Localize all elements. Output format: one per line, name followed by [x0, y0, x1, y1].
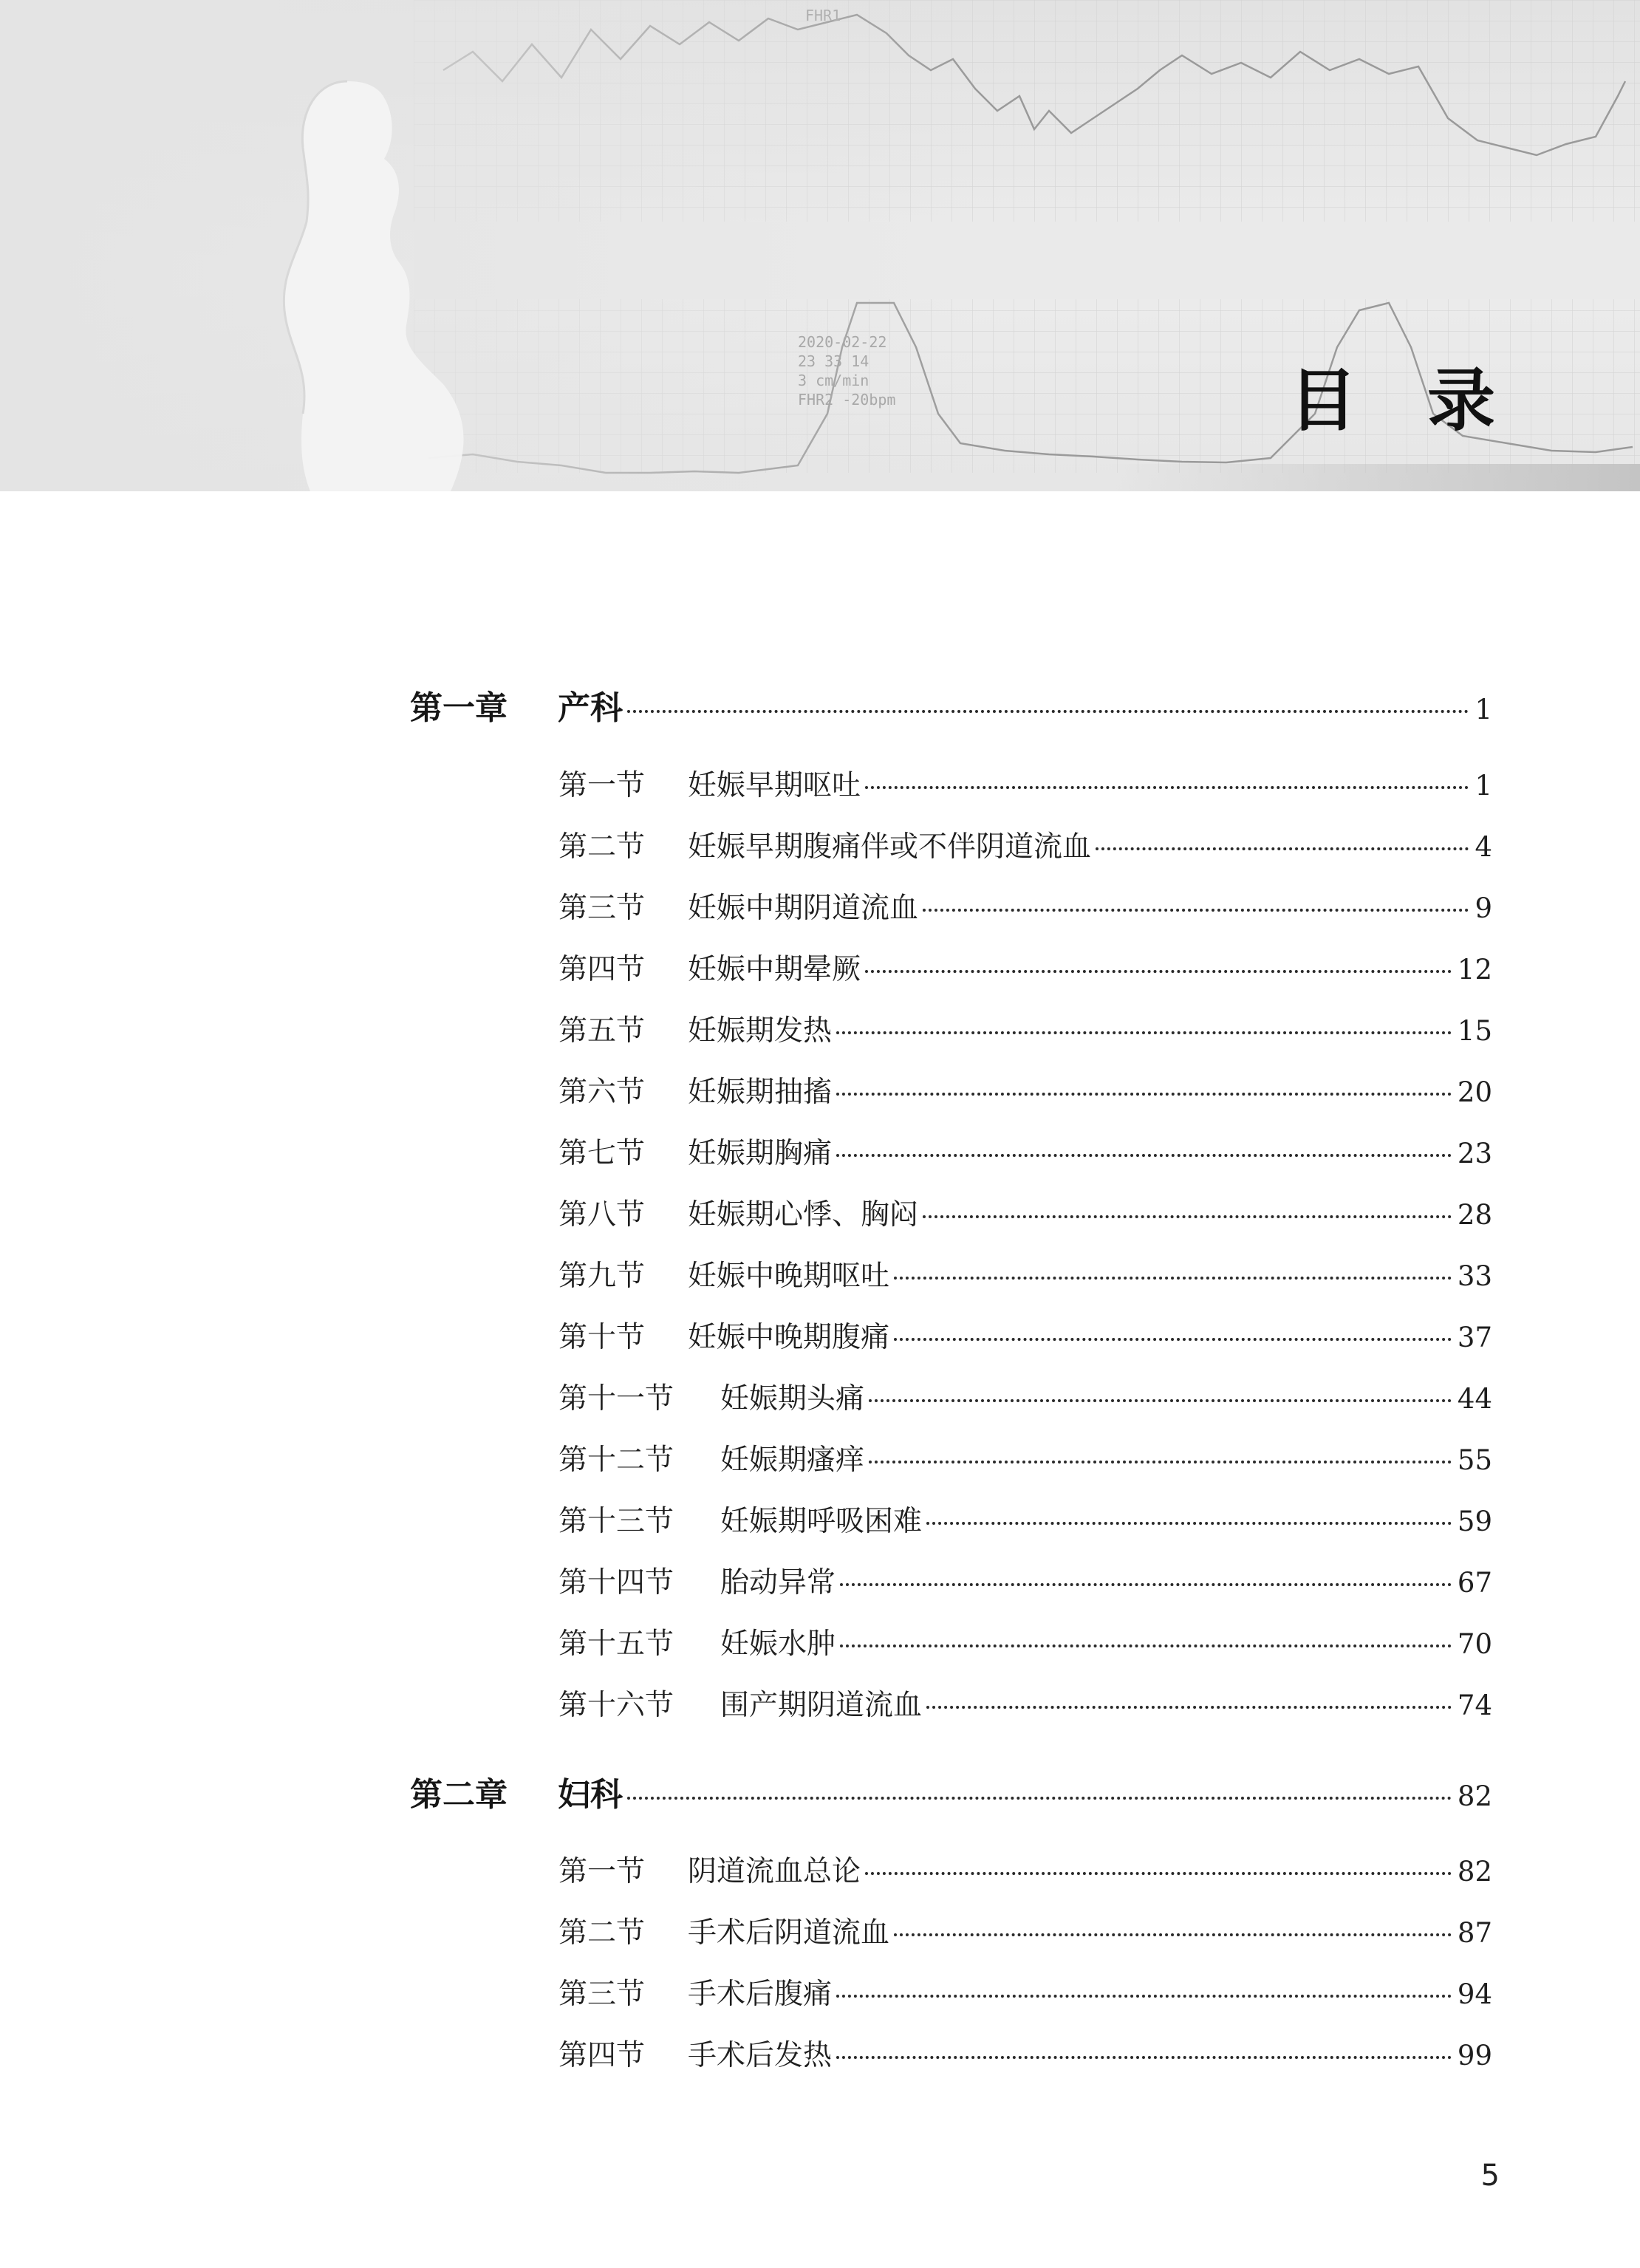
leader-dots: [865, 786, 1469, 789]
leader-dots: [627, 710, 1469, 713]
toc-section[interactable]: [558, 946, 1492, 988]
section-label: 第四节: [558, 2039, 646, 2072]
leader-dots: [840, 1644, 1452, 1647]
section-page: 87: [1457, 1917, 1492, 1949]
toc-section[interactable]: [558, 762, 1492, 804]
section-title: 妊娠期发热: [688, 1014, 833, 1048]
leader-dots: [869, 1461, 1452, 1463]
section-page: 9: [1475, 892, 1492, 924]
section-label: 第四节: [558, 953, 646, 986]
section-page: 1: [1475, 770, 1492, 802]
section-label: 第十五节: [558, 1627, 674, 1661]
section-title: 胎动异常: [720, 1566, 836, 1599]
section-label: 第六节: [558, 1076, 646, 1109]
monitor-label-fhr2: FHR2 -20bpm: [798, 391, 896, 409]
section-page: 28: [1457, 1199, 1492, 1231]
section-page: 74: [1457, 1690, 1492, 1721]
section-title: 围产期阴道流血: [720, 1689, 923, 1722]
section-title: 妊娠水肿: [720, 1627, 836, 1661]
toc-section[interactable]: [558, 1008, 1492, 1049]
section-title: 妊娠期呼吸困难: [720, 1505, 923, 1538]
section-page: 4: [1475, 831, 1492, 863]
section-title: 妊娠中期晕厥: [688, 953, 861, 986]
section-label: 第二节: [558, 830, 646, 864]
leader-dots: [894, 1338, 1452, 1341]
section-page: 99: [1457, 2040, 1492, 2071]
section-label: 第十三节: [558, 1505, 674, 1538]
chapter-label: 第一章: [410, 689, 508, 727]
chapter-label: 第二章: [410, 1776, 508, 1814]
toc-chapter-2[interactable]: [410, 1768, 1492, 1815]
toc-section[interactable]: [558, 1560, 1492, 1601]
toc-section[interactable]: [558, 1130, 1492, 1172]
section-title: 妊娠早期呕吐: [688, 769, 861, 802]
leader-dots: [869, 1399, 1452, 1402]
banner-shade: [1108, 464, 1640, 491]
section-label: 第九节: [558, 1260, 646, 1293]
section-page: 23: [1457, 1138, 1492, 1169]
chapter-title: 产科: [558, 689, 623, 727]
leader-dots: [836, 1093, 1452, 1096]
leader-dots: [836, 1031, 1452, 1034]
section-label: 第二节: [558, 1916, 646, 1950]
leader-dots: [865, 1872, 1452, 1875]
section-page: 37: [1457, 1322, 1492, 1353]
section-title: 妊娠期胸痛: [688, 1137, 833, 1170]
toc-section[interactable]: [558, 1069, 1492, 1110]
section-page: 82: [1457, 1856, 1492, 1888]
section-label: 第八节: [558, 1198, 646, 1232]
toc-section[interactable]: [558, 1437, 1492, 1478]
section-title: 妊娠期抽搐: [688, 1076, 833, 1109]
leader-dots: [836, 2056, 1452, 2059]
leader-dots: [627, 1797, 1452, 1800]
toc-section[interactable]: [558, 885, 1492, 926]
leader-dots: [836, 1154, 1452, 1157]
title-char-2: 录: [1427, 361, 1496, 440]
section-page: 94: [1457, 1978, 1492, 2010]
section-title: 妊娠期头痛: [720, 1382, 865, 1415]
monitor-label-fhr1: FHR1: [805, 7, 841, 24]
section-title: 阴道流血总论: [688, 1855, 861, 1888]
toc-section[interactable]: [558, 1971, 1492, 2012]
section-label: 第十四节: [558, 1566, 674, 1599]
section-label: 第一节: [558, 769, 646, 802]
monitor-label-time: 23 33 14: [798, 352, 869, 370]
section-page: 67: [1457, 1567, 1492, 1599]
header-banner: [0, 0, 1640, 491]
section-title: 手术后发热: [688, 2039, 833, 2072]
title-char-1: 目: [1289, 361, 1358, 440]
toc-section[interactable]: [558, 1621, 1492, 1662]
toc-section[interactable]: [558, 1376, 1492, 1417]
section-label: 第十节: [558, 1321, 646, 1354]
section-title: 手术后腹痛: [688, 1978, 833, 2011]
section-page: 15: [1457, 1015, 1492, 1047]
chapter-title: 妇科: [558, 1776, 623, 1814]
section-label: 第十一节: [558, 1382, 674, 1415]
section-label: 第三节: [558, 1978, 646, 2011]
section-label: 第三节: [558, 892, 646, 925]
leader-dots: [923, 909, 1469, 912]
toc-section[interactable]: [558, 824, 1492, 865]
section-title: 妊娠中晚期腹痛: [688, 1321, 890, 1354]
section-label: 第五节: [558, 1014, 646, 1048]
toc-section[interactable]: [558, 1848, 1492, 1890]
section-page: 20: [1457, 1076, 1492, 1108]
section-page: 33: [1457, 1260, 1492, 1292]
leader-dots: [840, 1583, 1452, 1586]
section-page: 12: [1457, 954, 1492, 986]
leader-dots: [1096, 847, 1469, 850]
page-number: 5: [1480, 2159, 1500, 2193]
leader-dots: [894, 1277, 1452, 1280]
toc-section[interactable]: [558, 2032, 1492, 2074]
leader-dots: [926, 1706, 1452, 1709]
section-title: 手术后阴道流血: [688, 1916, 890, 1950]
toc-section[interactable]: [558, 1314, 1492, 1356]
chapter-page: 82: [1457, 1780, 1492, 1812]
section-page: 59: [1457, 1506, 1492, 1537]
section-title: 妊娠早期腹痛伴或不伴阴道流血: [688, 830, 1092, 864]
leader-dots: [836, 1995, 1452, 1998]
leader-dots: [865, 970, 1452, 973]
monitor-label-speed: 3 cm/min: [798, 372, 869, 389]
page-title: [1289, 353, 1495, 449]
toc-section[interactable]: [558, 1910, 1492, 1951]
leader-dots: [926, 1522, 1452, 1525]
toc-section[interactable]: [558, 1253, 1492, 1294]
section-label: 第一节: [558, 1855, 646, 1888]
section-page: 44: [1457, 1383, 1492, 1415]
section-title: 妊娠期瘙痒: [720, 1444, 865, 1477]
section-page: 55: [1457, 1444, 1492, 1476]
section-page: 70: [1457, 1628, 1492, 1660]
toc-section[interactable]: [558, 1682, 1492, 1724]
chapter-page: 1: [1475, 694, 1492, 725]
monitor-label-date: 2020-02-22: [798, 333, 887, 351]
leader-dots: [923, 1215, 1452, 1218]
section-label: 第七节: [558, 1137, 646, 1170]
leader-dots: [894, 1933, 1452, 1936]
section-title: 妊娠期心悸、胸闷: [688, 1198, 919, 1232]
toc-section[interactable]: [558, 1498, 1492, 1540]
section-title: 妊娠中晚期呕吐: [688, 1260, 890, 1293]
section-title: 妊娠中期阴道流血: [688, 892, 919, 925]
toc-chapter-1[interactable]: [410, 681, 1492, 728]
section-label: 第十二节: [558, 1444, 674, 1477]
section-label: 第十六节: [558, 1689, 674, 1722]
toc-section[interactable]: [558, 1192, 1492, 1233]
